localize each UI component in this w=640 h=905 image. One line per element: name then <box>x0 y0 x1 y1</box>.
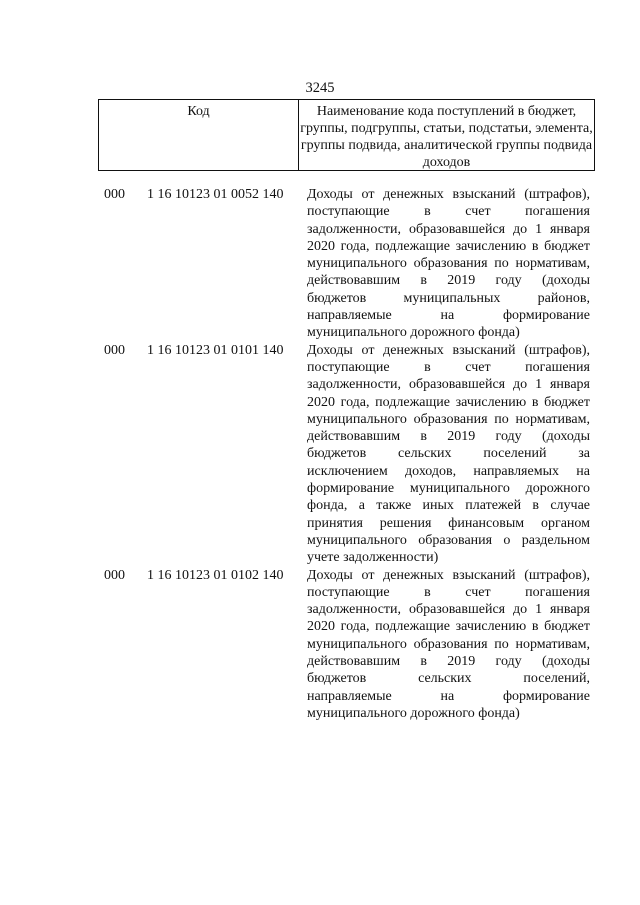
table-header <box>98 99 595 171</box>
description-line: 2020 года, подлежащие зачислению в бюджет <box>307 238 590 254</box>
admin-code: 000 <box>104 567 125 583</box>
description-line: действовавшим в 2019 году (доходы <box>307 273 590 289</box>
revenue-code: 1 16 10123 01 0052 140 <box>147 187 284 202</box>
description-line: задолженности, образовавшейся до 1 января <box>307 602 590 618</box>
description-line: учете задолженности) <box>307 550 439 566</box>
description-line: Доходы от денежных взысканий (штрафов), <box>307 342 590 358</box>
revenue-description <box>307 186 590 342</box>
column-header-code: Код <box>99 100 299 170</box>
description-line: муниципального образования по нормативам, <box>307 411 590 427</box>
revenue-code: 1 16 10123 01 0101 140 <box>147 342 284 358</box>
description-line: Доходы от денежных взысканий (штрафов), <box>307 187 590 202</box>
description-line: муниципального образования по нормативам, <box>307 636 590 652</box>
admin-code: 000 <box>104 342 125 358</box>
description-line: задолженности, образовавшейся до 1 января <box>307 221 590 237</box>
description-line: формирование муниципального дорожного <box>307 481 590 497</box>
revenue-description <box>307 567 590 723</box>
table-row <box>0 567 640 723</box>
page-number: 3245 <box>305 80 335 96</box>
table-row <box>0 186 640 342</box>
description-line: исключением доходов, направляемых на <box>307 463 590 479</box>
description-line: поступающие в счет погашения <box>307 359 590 375</box>
table-row <box>0 342 640 567</box>
description-line: направляемые на формирование <box>307 308 590 324</box>
description-line: Доходы от денежных взысканий (штрафов), <box>307 567 590 583</box>
description-line: бюджетов муниципальных районов, <box>307 290 590 306</box>
revenue-description <box>307 342 590 567</box>
column-header-name: Наименование кода поступлений в бюджет, группы, подгруппы, статьи, подстатьи, элемента, группы подвида, аналитической группы подвида доходов <box>300 104 593 170</box>
description-line: направляемые на формирование <box>307 688 590 704</box>
revenue-code: 1 16 10123 01 0102 140 <box>147 567 284 583</box>
description-line: фонда, а также иных платежей в случае <box>307 498 590 514</box>
description-line: муниципального дорожного фонда) <box>307 325 520 341</box>
description-line: 2020 года, подлежащие зачислению в бюджет <box>307 394 590 410</box>
admin-code: 000 <box>104 187 125 202</box>
entries-list <box>0 186 640 722</box>
description-line: задолженности, образовавшейся до 1 января <box>307 377 590 393</box>
description-line: муниципального образования о раздельном <box>307 532 590 548</box>
description-line: муниципального образования по нормативам, <box>307 256 590 272</box>
description-line: муниципального дорожного фонда) <box>307 705 520 721</box>
description-line: принятия решения финансовым органом <box>307 515 590 531</box>
description-line: поступающие в счет погашения <box>307 204 590 220</box>
description-line: бюджетов сельских поселений за <box>307 446 590 462</box>
description-line: поступающие в счет погашения <box>307 584 590 600</box>
description-line: действовавшим в 2019 году (доходы <box>307 654 590 670</box>
description-line: 2020 года, подлежащие зачислению в бюджет <box>307 619 590 635</box>
description-line: действовавшим в 2019 году (доходы <box>307 429 590 445</box>
description-line: бюджетов сельских поселений, <box>307 671 590 687</box>
